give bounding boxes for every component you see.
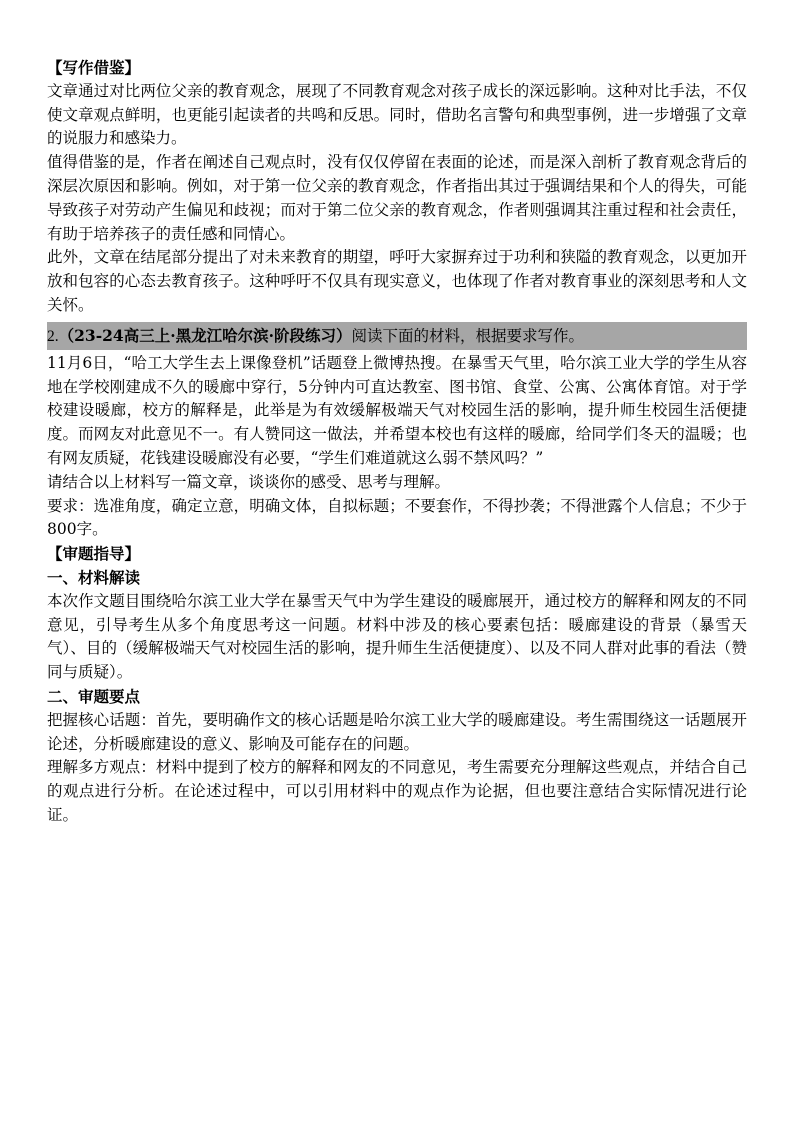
question-source: （23-24高三上·黑龙江哈尔滨·阶段练习） xyxy=(58,325,352,345)
question-requirements: 要求：选准角度，确定立意，明确文体，自拟标题；不要套作，不得抄袭；不得泄露个人信息；不少于800字。 xyxy=(47,496,747,539)
writing-reference-paragraph-1: 文章通过对比两位父亲的教育观念，展现了不同教育观念对孩子成长的深远影响。这种对比手法，不仅使文章观点鲜明，也更能引起读者的共鸣和反思。同时，借助名言警句和典型事例，进一步增强了文章的说服力和感染力。 xyxy=(47,81,747,148)
section2-title: 二、审题要点 xyxy=(47,686,141,706)
section1-title: 一、材料解读 xyxy=(47,567,141,587)
question-material: 11月6日，“哈工大学生去上课像登机”话题登上微博热搜。在暴雪天气里，哈尔滨工业大学的学生从容地在学校刚建成不久的暖廊中穿行，5分钟内可直达教室、图书馆、食堂、公寓、公寓体育馆。对于学校建设暖廊，校方的解释是，此举是为有效缓解极端天气对校园生活的影响，提升师生校园生活便捷度。而网友对此意见不一。有人赞同这一做法，并希望本校也有这样的暖廊，给同学们冬天的温暖；也有网友质疑，花钱建设暖廊没有必要，“学生们难道就这么弱不禁风吗？” xyxy=(47,353,747,467)
writing-reference-heading: 【写作借鉴】 xyxy=(47,58,141,77)
section2-point-2: 理解多方观点：材料中提到了校方的解释和网友的不同意见，考生需要充分理解这些观点，并结合自己的观点进行分析。在论述过程中，可以引用材料中的观点作为论据，但也要注意结合实际情况进行论证。 xyxy=(47,758,747,824)
guidance-heading: 【审题指导】 xyxy=(47,544,141,564)
section1-text: 本次作文题目围绕哈尔滨工业大学在暴雪天气中为学生建设的暖廊展开，通过校方的解释和网友的不同意见，引导考生从多个角度思考这一问题。材料中涉及的核心要素包括：暖廊建设的背景（暴雪天气）、目的（缓解极端天气对校园生活的影响，提升师生生活便捷度）、以及不同人群对此事的看法（赞同与质疑）。 xyxy=(47,591,747,682)
question-instruction: 阅读下面的材料，根据要求写作。 xyxy=(351,326,585,345)
writing-reference-paragraph-3: 此外，文章在结尾部分提出了对未来教育的期望，呼吁大家摒弃过于功利和狭隘的教育观念，以更加开放和包容的心态去教育孩子。这种呼吁不仅具有现实意义，也体现了作者对教育事业的深刻思考和人文关怀。 xyxy=(47,248,747,314)
question-header-bar xyxy=(47,322,747,350)
question-task: 请结合以上材料写一篇文章，谈谈你的感受、思考与理解。 xyxy=(47,472,451,491)
section2-point-1: 把握核心话题：首先，要明确作文的核心话题是哈尔滨工业大学的暖廊建设。考生需围绕这一话题展开论述，分析暖廊建设的意义、影响及可能存在的问题。 xyxy=(47,710,747,753)
writing-reference-paragraph-2: 值得借鉴的是，作者在阐述自己观点时，没有仅仅停留在表面的论述，而是深入剖析了教育观念背后的深层次原因和影响。例如，对于第一位父亲的教育观念，作者指出其过于强调结果和个人的得失，可能导致孩子对劳动产生偏见和歧视；而对于第二位父亲的教育观念，作者则强调其注重过程和社会责任，有助于培养孩子的责任感和同情心。 xyxy=(47,153,747,243)
question-number: 2. xyxy=(47,327,59,345)
